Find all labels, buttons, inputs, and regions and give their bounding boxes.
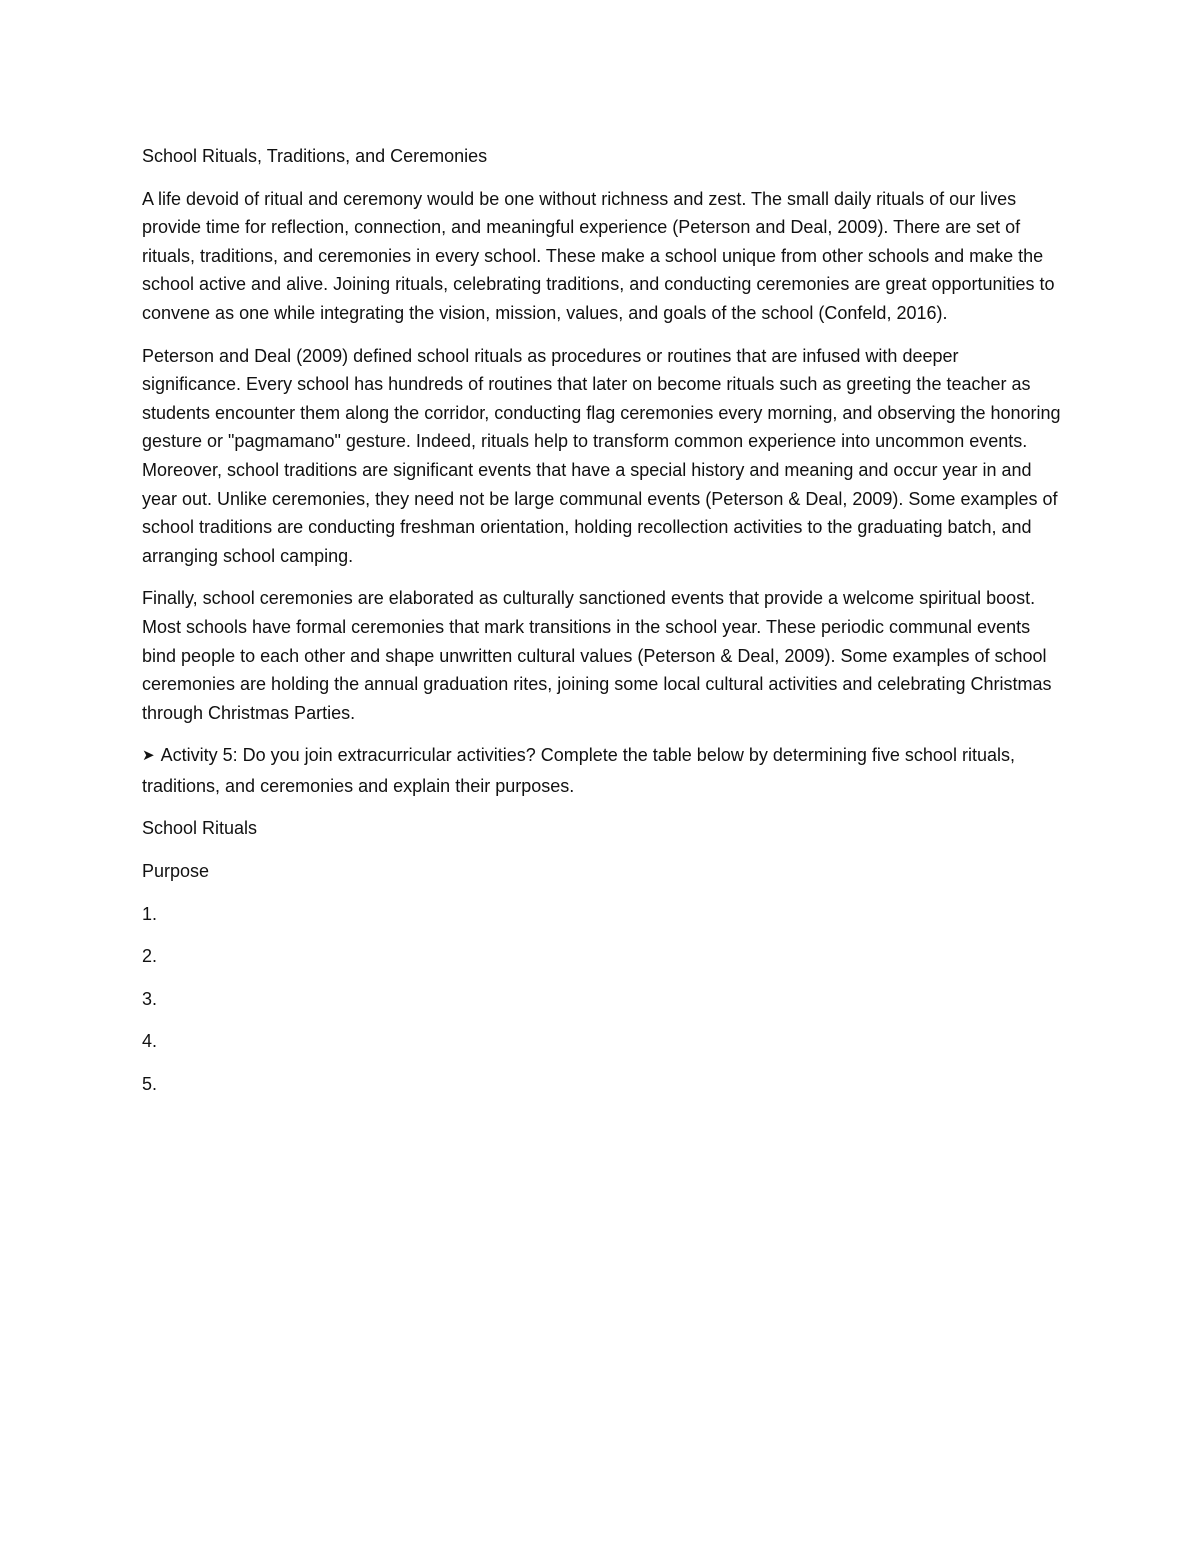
paragraph-rituals-traditions: Peterson and Deal (2009) defined school rituals as procedures or routines that are infused with deeper significance. Every school has hundreds of routines that later on become rituals such as greeting the teacher as students encounter them along the corridor, conducting flag ceremonies every morning, and observing the honoring gesture or "pagmamano" gesture. Indeed, rituals help to transform common experience into uncommon events. Moreover, school traditions are significant events that have a special history and meaning and occur year in and year out. Unlike ceremonies, they need not be large communal events (Peterson & Deal, 2009). Some examples of school traditions are conducting freshman orientation, holding recollection activities to the graduating batch, and arranging school camping. [142,345,1061,566]
activity-instruction [142,741,1062,800]
list-item: 2. [142,946,158,967]
list-item: 5. [142,1074,158,1095]
list-item: 4. [142,1031,158,1052]
paragraph-intro: A life devoid of ritual and ceremony would be one without richness and zest. The small daily rituals of our lives provide time for reflection, connection, and meaningful experience (Peterson and Deal, 2009). There are set of rituals, traditions, and ceremonies in every school. These make a school unique from other schools and make the school active and alive. Joining rituals, celebrating traditions, and conducting ceremonies are great opportunities to convene as one while integrating the vision, mission, values, and goals of the school (Confeld, 2016). [142,188,1055,323]
table-header-school-rituals: School Rituals [142,818,258,839]
table-header-purpose: Purpose [142,861,210,882]
list-item: 3. [142,988,158,1009]
document-title: School Rituals, Traditions, and Ceremonies [142,146,488,166]
document-body [142,142,1062,1113]
paragraph-ceremonies: Finally, school ceremonies are elaborated as culturally sanctioned events that provide a welcome spiritual boost. Most schools have formal ceremonies that mark transitions in the school year. These periodic communal events bind people to each other and shape unwritten cultural values (Peterson & Deal, 2009). Some examples of school ceremonies are holding the annual graduation rites, joining some local cultural activities and celebrating Christmas through Christmas Parties. [142,588,1052,723]
arrow-bullet-icon: ➤ [142,747,155,765]
list-item: 1. [142,903,158,924]
activity-text: Activity 5: Do you join extracurricular activities? Complete the table below by determining five school rituals, traditions, and ceremonies and explain their purposes. [142,745,1015,796]
